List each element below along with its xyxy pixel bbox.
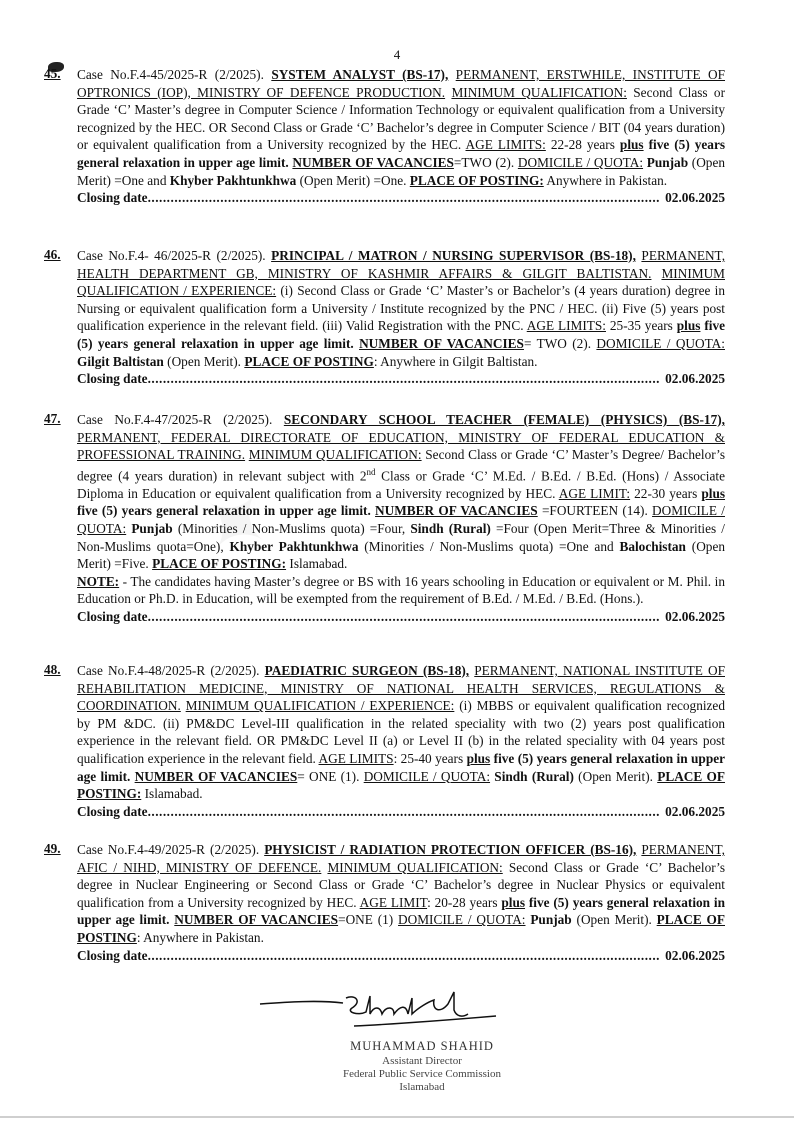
qualification-text: (i) MBBS or equivalent qualification recognized by PM &DC. (ii) PM&DC Level-III qualification in the related speciality with two (2) years post qualification experience in the relevant field. OR PM&DC Level II (a) or Level II (b) in the related speciality with 04 years post qualification experience in the relevant field.	[77, 698, 725, 766]
officer-organization: Federal Public Service Commission	[343, 1068, 501, 1080]
age-label: AGE LIMIT:	[558, 485, 631, 501]
item-number: 48.	[44, 662, 61, 677]
domicile-label: DOMICILE / QUOTA:	[596, 335, 725, 351]
relaxation-text: five (5) years general relaxation in upper age limit.	[77, 750, 726, 784]
domicile-label: DOMICILE / QUOTA:	[517, 154, 644, 170]
relaxation-text: five (5) years general relaxation in upper age limit.	[77, 137, 726, 170]
note-label: NOTE:	[77, 573, 120, 589]
qualification-label: MINIMUM QUALIFICATION / EXPERIENCE:	[77, 265, 725, 299]
domicile-province: Punjab	[646, 154, 689, 170]
job-item-46	[77, 247, 725, 388]
age-label: AGE LIMITS:	[465, 137, 546, 153]
post-title: SECONDARY SCHOOL TEACHER (FEMALE) (PHYSICS) (BS-17),	[283, 412, 725, 427]
department: PERMANENT, FEDERAL DIRECTORATE OF EDUCATION, MINISTRY OF FEDERAL EDUCATION & PROFESSIONAL TRAINING.	[77, 429, 725, 463]
item-number: 47.	[44, 411, 61, 426]
case-number: Case No.F.4-45/2025-R (2/2025).	[77, 67, 264, 82]
vacancies-text: =ONE (1)	[338, 912, 394, 928]
job-item-49	[77, 841, 725, 964]
officer-name: MUHAMMAD SHAHID	[350, 1039, 494, 1053]
closing-row	[77, 947, 725, 965]
case-number: Case No.F.4-48/2025-R (2/2025).	[77, 663, 260, 678]
closing-row	[77, 370, 725, 388]
vacancies-text: = ONE (1).	[297, 768, 360, 784]
qualification-text: Second Class or Grade ‘C’ Bachelor’s degree in Nuclear Engineering or Second Class or Grade ‘C’ Bachelor’s degree in Nuclear Physics or equivalent qualification from a University recognized by HEC.	[77, 859, 726, 910]
domicile-province: Gilgit Baltistan	[77, 353, 164, 369]
plus-word: plus	[676, 318, 701, 334]
domicile-text: (Minorities / Non-Muslims quota) =Four,	[177, 520, 406, 536]
age-label: AGE LIMITS:	[526, 318, 606, 334]
case-number: Case No.F.4-47/2025-R (2/2025).	[77, 412, 273, 427]
closing-label: Closing date	[77, 190, 148, 206]
post-title: SYSTEM ANALYST (BS-17),	[271, 67, 449, 82]
page-number: 4	[393, 47, 401, 62]
closing-label: Closing date	[77, 803, 148, 819]
officer-title: Assistant Director	[382, 1055, 462, 1067]
item-number: 45.	[44, 66, 61, 81]
age-label: AGE LIMITS	[318, 750, 394, 766]
closing-date: 02.06.2025	[665, 947, 725, 963]
closing-date: 02.06.2025	[665, 608, 725, 624]
signature-scrawl	[258, 990, 498, 1038]
posting-label: PLACE OF POSTING	[77, 912, 725, 945]
qualification-label: MINIMUM QUALIFICATION:	[248, 447, 422, 463]
closing-date: 02.06.2025	[665, 803, 725, 819]
domicile-label: DOMICILE / QUOTA:	[398, 912, 526, 928]
item-number: 49.	[44, 841, 61, 856]
qualification-text: (i) Second Class or Grade ‘C’ Master’s or Bachelor’s (4 years duration) degree in Nursing or equivalent qualification form a University / Institute recognized by the PNC / HEC. (ii) Five (5) years post qualification experience in the relevant field. (iii) Valid Registration with the PNC.	[77, 283, 725, 334]
closing-date: 02.06.2025	[665, 190, 725, 206]
case-number: Case No.F.4-49/2025-R (2/2025).	[77, 842, 260, 857]
job-item-47	[77, 411, 725, 626]
item-number: 46.	[44, 247, 61, 262]
age-text: 25-35 years	[609, 318, 673, 334]
domicile-province: Punjab	[131, 520, 173, 536]
domicile-province: Sindh (Rural)	[410, 520, 491, 536]
closing-row	[77, 608, 725, 626]
post-title: PRINCIPAL / MATRON / NURSING SUPERVISOR (BS-18),	[271, 248, 636, 263]
age-text: : 20-28 years	[427, 894, 498, 910]
posting-label: PLACE OF POSTING:	[152, 556, 287, 572]
domicile-province: Sindh (Rural)	[494, 768, 574, 784]
closing-date: 02.06.2025	[665, 371, 725, 387]
posting-label: PLACE OF POSTING:	[409, 172, 544, 188]
department: PERMANENT, AFIC / NIHD, MINISTRY OF DEFENCE.	[77, 842, 725, 875]
qualification-label: MINIMUM QUALIFICATION / EXPERIENCE:	[185, 698, 455, 714]
plus-word: plus	[619, 137, 644, 153]
domicile-text: (Open Merit) =Five.	[77, 538, 726, 572]
ordinal-suffix: nd	[366, 466, 376, 477]
domicile-province: Khyber Pakhtunkhwa	[229, 538, 359, 554]
domicile-text: =Four (Open Merit=Three & Minorities / Non-Muslims quota=One),	[77, 520, 725, 554]
closing-label: Closing date	[77, 608, 148, 624]
domicile-text: (Open Merit).	[578, 768, 653, 784]
officer-city: Islamabad	[399, 1081, 445, 1093]
post-title: PHYSICIST / RADIATION PROTECTION OFFICER (BS-16),	[264, 842, 637, 857]
page-edge-line	[0, 1116, 794, 1118]
posting-text: Anywhere in Pakistan.	[546, 172, 668, 188]
job-item-48	[77, 662, 725, 820]
closing-label: Closing date	[77, 371, 148, 387]
domicile-text: (Minorities / Non-Muslims quota) =One and	[364, 538, 614, 554]
posting-text: : Anywhere in Gilgit Baltistan.	[373, 353, 538, 369]
relaxation-text: five (5) years general relaxation in upper age limit.	[77, 318, 726, 351]
relaxation-text: five (5) years general relaxation in upper age limit.	[77, 894, 725, 928]
vacancies-text: = TWO (2).	[523, 335, 592, 351]
domicile-text: (Open Merit) =One.	[299, 172, 407, 188]
qualification-label: MINIMUM QUALIFICATION:	[451, 84, 627, 100]
relaxation-text: five (5) years general relaxation in upper age limit.	[77, 503, 371, 519]
domicile-province: Khyber Pakhtunkhwa	[169, 172, 297, 188]
plus-word: plus	[501, 894, 526, 910]
qualification-text: Second Class or Grade ‘C’ Master’s degree in Computer Science / Information Technology or equivalent qualification from a University recognized by the HEC. OR Second Class or Grade ‘C’ Bachelor’s degree in Computer Science / BIT (04 years duration) or equivalent qualification from a University recognized by the HEC.	[77, 84, 725, 153]
job-item-45	[77, 66, 725, 207]
domicile-label: DOMICILE / QUOTA:	[77, 503, 725, 536]
posting-label: PLACE OF POSTING	[244, 353, 374, 369]
age-text: 22-28 years	[550, 137, 615, 153]
case-number: Case No.F.4- 46/2025-R (2/2025).	[77, 248, 266, 263]
vacancies-label: NUMBER OF VACANCIES	[134, 768, 298, 784]
qualification-text: Class or Grade ‘C’ M.Ed. / B.Ed. / B.Ed. (Hons) / Associate Diploma in Education or equivalent qualification from a University recognized by HEC.	[77, 468, 725, 501]
department: PERMANENT, ERSTWHILE, INSTITUTE OF OPTRONICS (IOP), MINISTRY OF DEFENCE PRODUCTION.	[77, 67, 726, 100]
closing-row	[77, 189, 725, 207]
age-label: AGE LIMIT	[359, 894, 428, 910]
vacancies-label: NUMBER OF VACANCIES	[375, 503, 538, 519]
vacancies-text: =TWO (2).	[453, 154, 515, 170]
qualification-text: Second Class or Grade ‘C’ Master’s Degree/ Bachelor’s degree (4 years duration) in relevant subject with 2	[77, 447, 726, 484]
age-text: 22-30 years	[634, 485, 698, 501]
domicile-text: (Open Merit).	[576, 912, 652, 928]
vacancies-label: NUMBER OF VACANCIES	[359, 335, 524, 351]
domicile-province: Balochistan	[619, 538, 686, 554]
closing-row	[77, 803, 725, 821]
posting-text: : Anywhere in Pakistan.	[136, 929, 264, 945]
domicile-label: DOMICILE / QUOTA:	[363, 768, 491, 784]
post-title: PAEDIATRIC SURGEON (BS-18),	[264, 663, 470, 678]
posting-label: PLACE OF POSTING:	[77, 768, 725, 802]
vacancies-text: =FOURTEEN (14).	[541, 503, 648, 519]
vacancies-label: NUMBER OF VACANCIES	[174, 912, 339, 928]
domicile-text: (Open Merit) =One and	[77, 154, 726, 188]
plus-word: plus	[701, 485, 726, 501]
plus-word: plus	[466, 750, 491, 766]
closing-label: Closing date	[77, 947, 148, 963]
signature-text: Shahid	[258, 1036, 261, 1037]
vacancies-label: NUMBER OF VACANCIES	[292, 154, 454, 170]
department: PERMANENT, HEALTH DEPARTMENT GB, MINISTRY OF KASHMIR AFFAIRS & GILGIT BALTISTAN.	[77, 248, 726, 281]
qualification-label: MINIMUM QUALIFICATION:	[327, 859, 503, 875]
domicile-text: (Open Merit).	[167, 353, 241, 369]
note-text: - The candidates having Master’s degree or BS with 16 years schooling in Education or equivalent or M. Phil. in Education or Ph.D. in Education, will be exempted from the requirement of B.Ed. / M.Ed. / B.Ed. (Hons.).	[77, 573, 725, 607]
domicile-province: Punjab	[530, 912, 572, 928]
department: PERMANENT, NATIONAL INSTITUTE OF REHABILITATION MEDICINE, MINISTRY OF NATIONAL HEALTH SERVICES, REGULATIONS & COORDINATION.	[77, 663, 725, 714]
posting-text: Islamabad.	[144, 786, 203, 802]
age-text: : 25-40 years	[393, 750, 464, 766]
posting-text: Islamabad.	[289, 556, 348, 572]
